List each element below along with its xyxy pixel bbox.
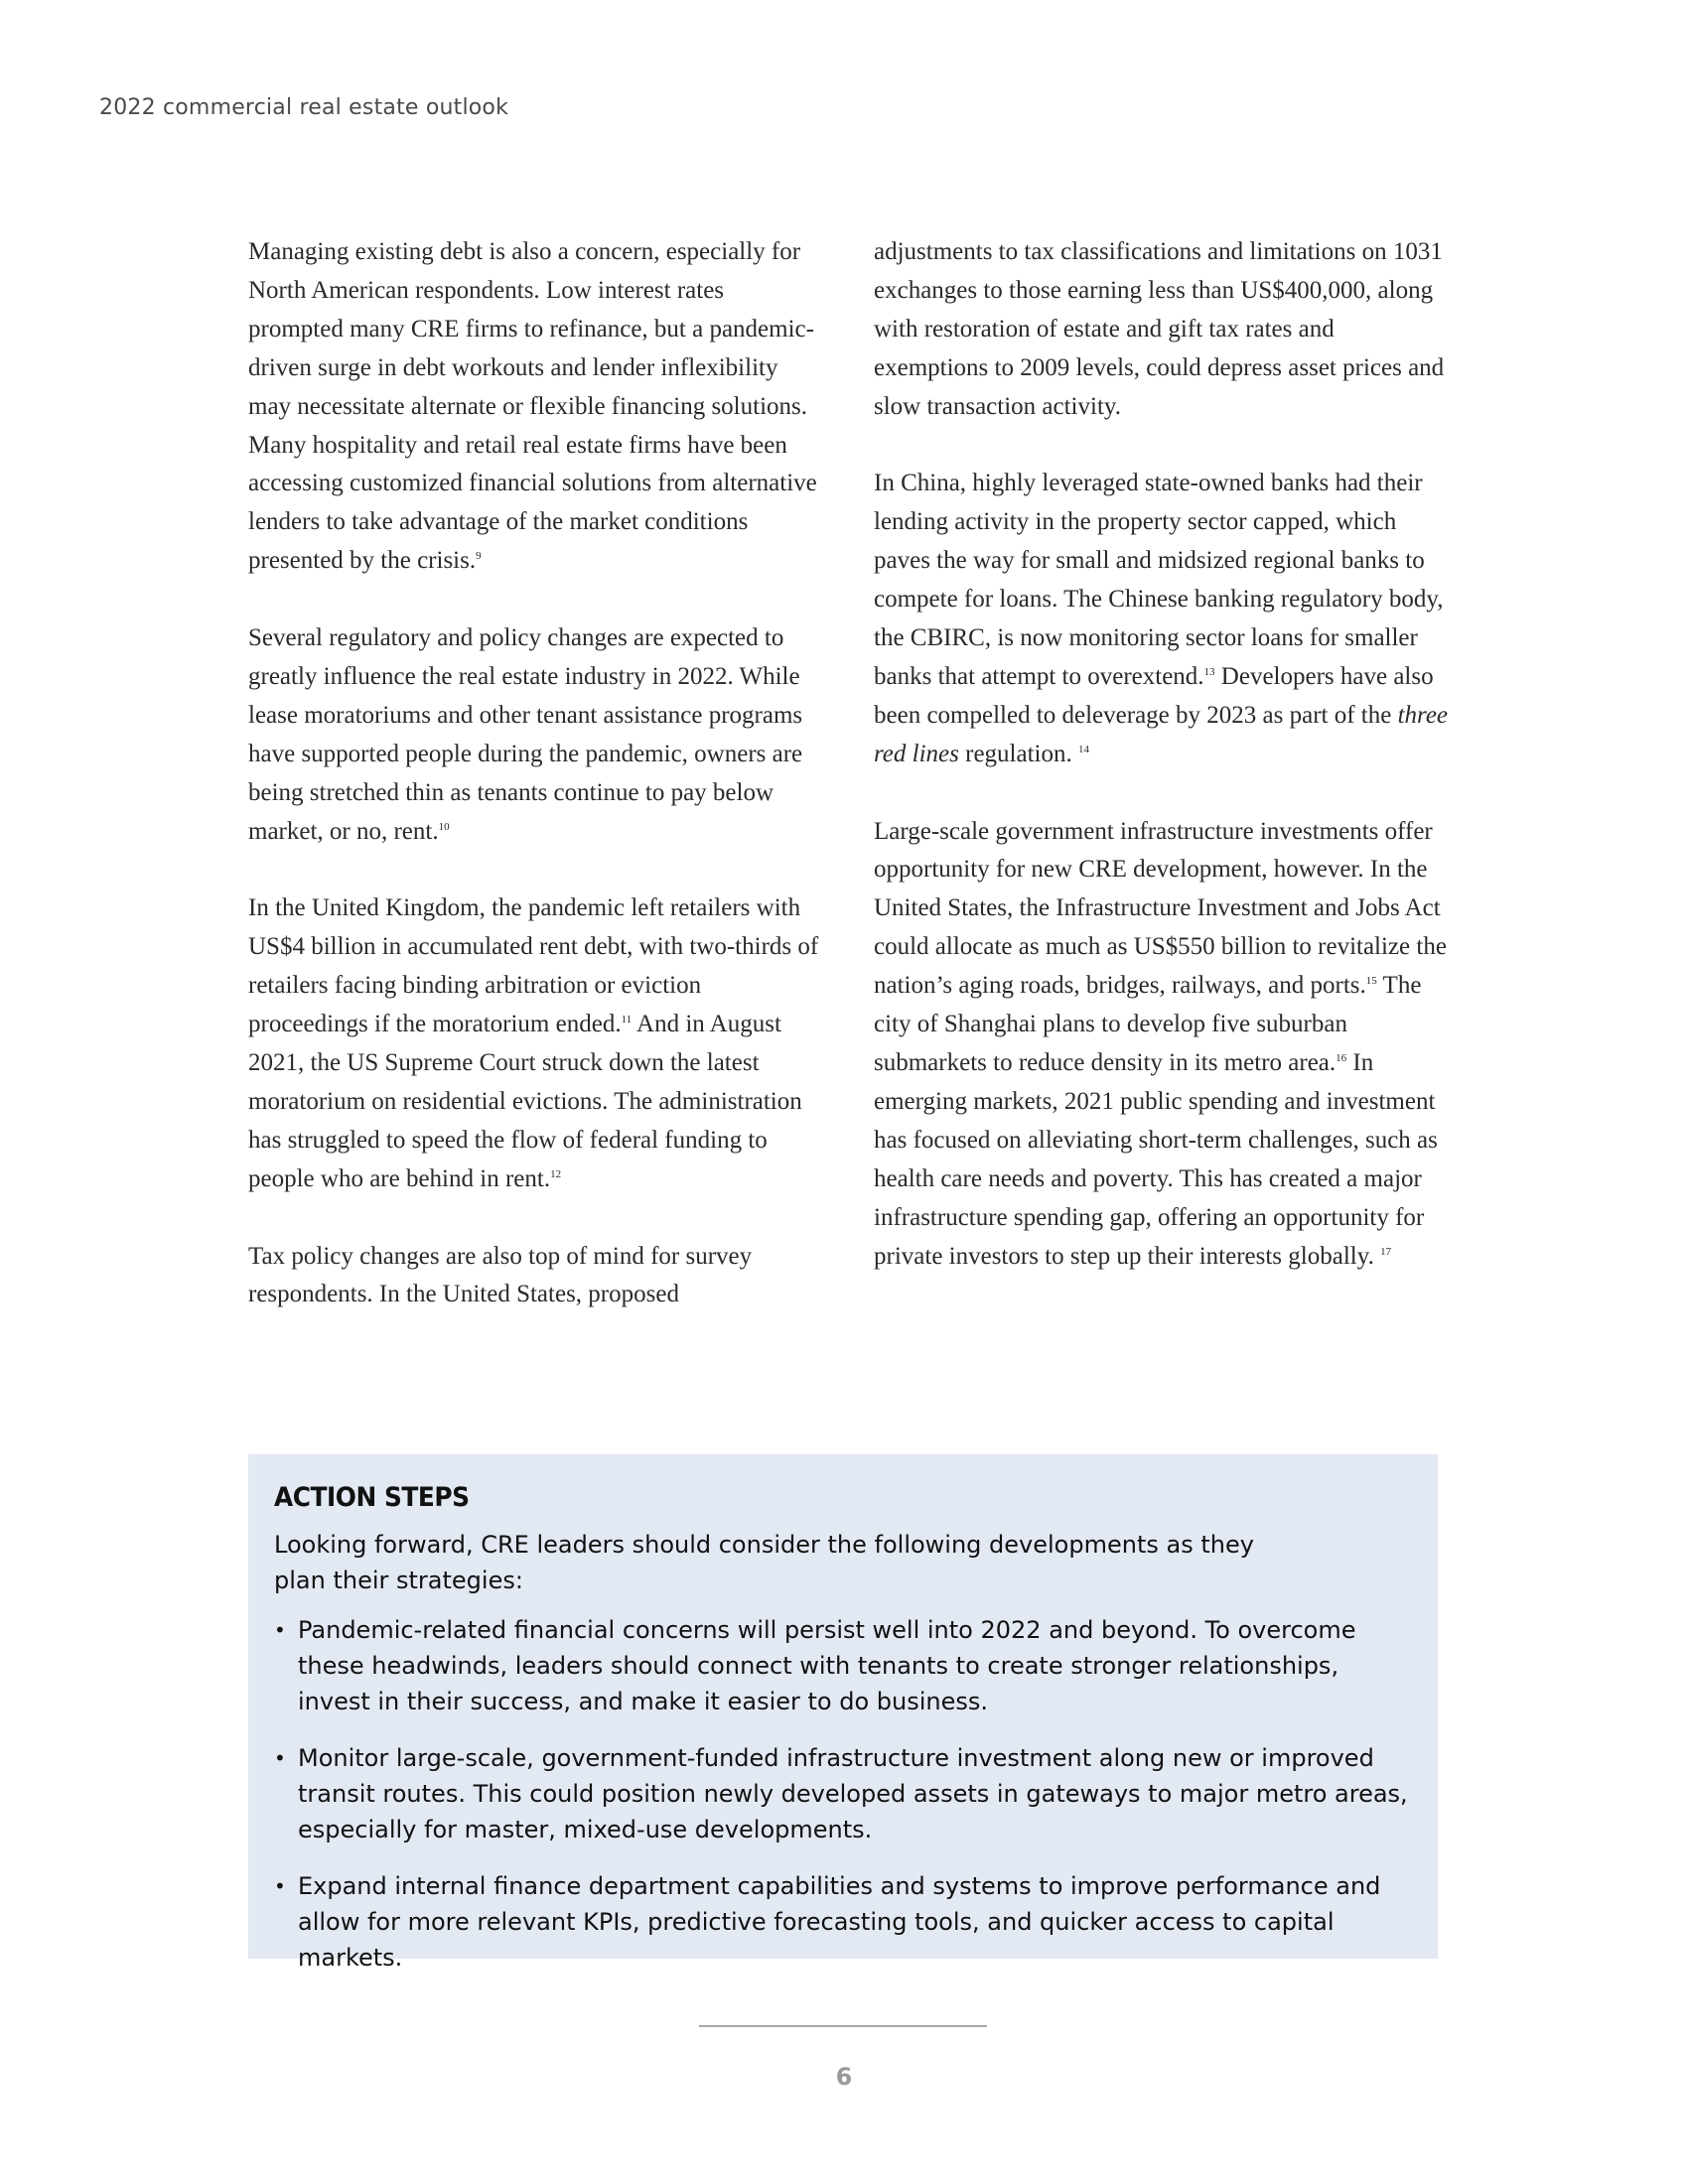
action-steps-intro: Looking forward, CRE leaders should consider the following developments as they plan their strategies: [274,1531,1254,1594]
paragraph-tax-adjustments: adjustments to tax classifications and limitations on 1031 exchanges to those earning less than US$400,000, along with restoration of estate and gift tax rates and exemptions to 2009 levels, could depress asset prices and slow transaction activity. [874,238,1445,420]
footnote-ref[interactable]: 15 [1365,975,1377,988]
action-steps-title: ACTION STEPS [274,1482,470,1513]
action-step-item: • Monitor large-scale, government-funded infrastructure investment along new or improved transit routes. This could position newly developed assets in gateways to major metro areas, especially for master, mixed-use developments. [274,1740,1412,1847]
footnote-ref[interactable]: 10 [438,820,450,833]
paragraph-infrastructure: Large-scale government infrastructure investments offer opportunity for new CRE development, however. In the United States, the Infrastructure Investment and Jobs Act could allocate as much as US$550 billion to revitalize the nation’s aging roads, bridges, railways, and ports.$^{15}$ The city of Shanghai plans to develop five suburban submarkets to reduce density in its metro area.$^{16}$ In emerging markets, 2021 public spending and investment has focused on alleviating short-term challenges, such as health care needs and poverty. This has created a major infrastructure spending gap, offering an opportunity for private investors to step up their interests globally. $^{17}$ [874,817,1447,1270]
footnote-ref[interactable]: 16 [1336,1052,1347,1064]
paragraph-regulatory-changes: Several regulatory and policy changes are expected to greatly influence the real estate industry in 2022. While lease moratoriums and other tenant assistance programs have supported people during the pandemic, owners are being stretched thin as tenants continue to pay below market, or no, rent.$^{10}$ [248,624,803,845]
bullet-icon: • [274,1746,286,1770]
paragraph-china-banks: In China, highly leveraged state-owned banks had their lending activity in the property sector capped, which paves the way for small and midsized regional banks to compete for loans. The Chinese banking regulatory body, the CBIRC, is now monitoring sector loans for smaller banks that attempt to overextend.$^{13}$ Developers have also been compelled to deleverage by 2023 as part of the three red lines regulation. $^{14}$ [874,470,1449,767]
footnote-ref[interactable]: 11 [621,1014,633,1026]
left-text-column [248,233,824,1314]
right-text-column [874,233,1450,1276]
action-steps-list [274,1612,1412,1976]
action-step-item: • Pandemic-related financial concerns will persist well into 2022 and beyond. To overcome these headwinds, leaders should connect with tenants to create stronger relationships, invest in their success, and make it easier to do business. [274,1612,1412,1719]
footnote-ref[interactable]: 12 [550,1167,562,1180]
bullet-icon: • [274,1874,286,1898]
footnote-ref[interactable]: 9 [476,550,482,563]
footnote-ref[interactable]: 13 [1203,665,1215,678]
page-number: 6 [835,2063,853,2091]
footnote-ref[interactable]: 14 [1077,743,1089,755]
action-steps-box [248,1454,1438,1972]
bullet-icon: • [274,1618,286,1642]
footnote-ref[interactable]: 17 [1380,1245,1392,1258]
italic-term: three red lines [874,701,1449,767]
action-step-item: • Expand internal finance department capabilities and systems to improve performance and allow for more relevant KPIs, predictive forecasting tools, and quicker access to capital markets. [274,1868,1412,1976]
paragraph-uk-rent-debt: In the United Kingdom, the pandemic left retailers with US$4 billion in accumulated rent debt, with two-thirds of retailers facing binding arbitration or eviction proceedings if the moratorium ended.$^{11}$ And in August 2021, the US Supreme Court struck down the latest moratorium on residential evictions. The administration has struggled to speed the flow of federal funding to people who are behind in rent.$^{12}$ [248,894,819,1192]
footer-divider [699,2025,987,2027]
paragraph-tax-policy: Tax policy changes are also top of mind for survey respondents. In the United States, proposed [248,1242,753,1308]
document-header-title: 2022 commercial real estate outlook [99,95,509,120]
paragraph-debt-management: Managing existing debt is also a concern, especially for North American respondents. Low interest rates prompted many CRE firms to refinance, but a pandemic-driven surge in debt workouts and lender inflexibility may necessitate alternate or flexible financing solutions. Many hospitality and retail real estate firms have been accessing customized financial solutions from alternative lenders to take advantage of the market conditions presented by the crisis.$^9$ [248,238,817,575]
